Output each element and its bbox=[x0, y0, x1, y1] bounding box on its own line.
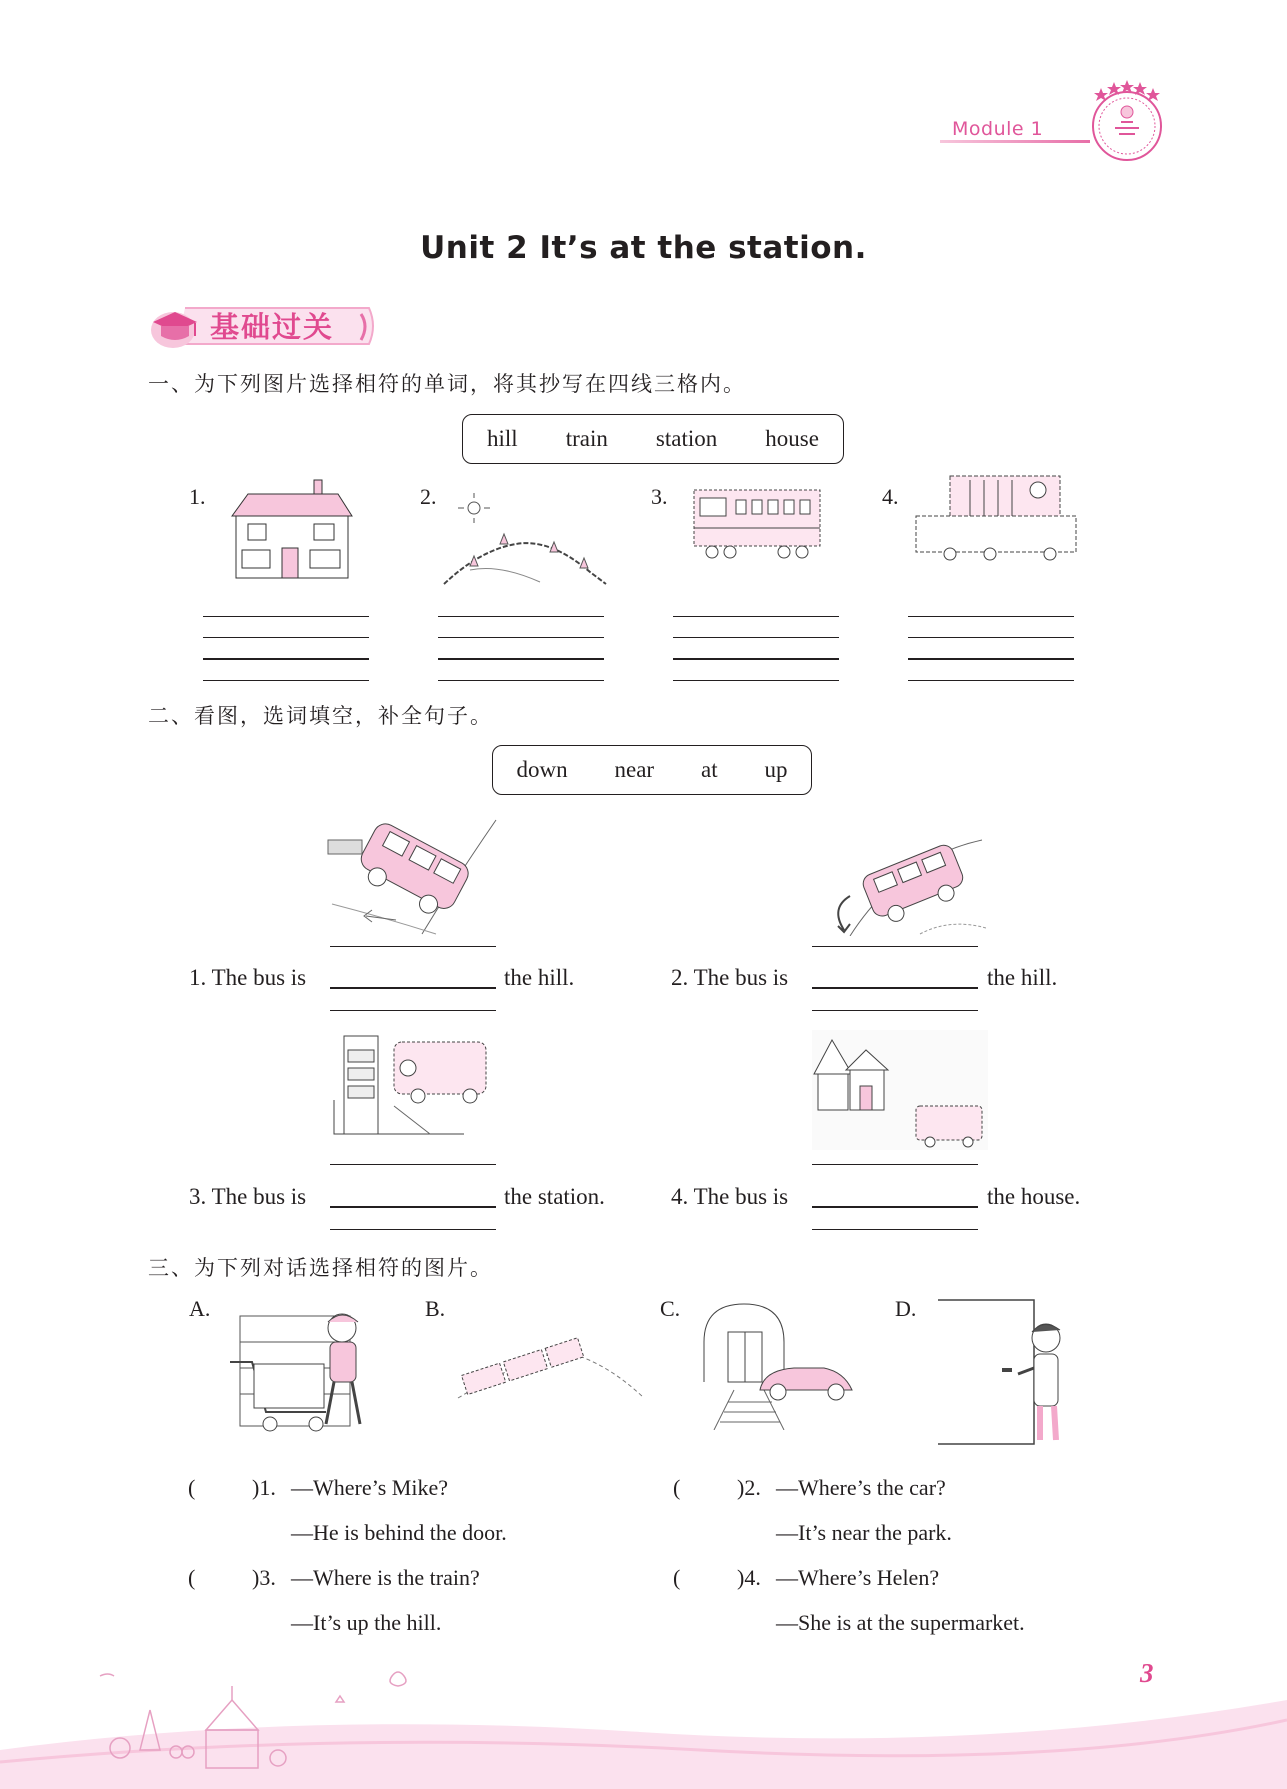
logo-seal-icon bbox=[1085, 80, 1169, 164]
boy-behind-door-picture bbox=[936, 1298, 1066, 1448]
q3-option-letter: A. bbox=[189, 1296, 211, 1321]
dialogue-question: —Where’s Helen? bbox=[776, 1565, 940, 1590]
dialogue-question: —Where’s Mike? bbox=[291, 1475, 448, 1500]
q2-word-box bbox=[492, 745, 812, 795]
q1-item-number: 4. bbox=[882, 484, 899, 509]
q3-option-letter: C. bbox=[660, 1296, 681, 1321]
q3-instruction: 三、为下列对话选择相符的图片。 bbox=[148, 1256, 493, 1280]
q2-sentence-prefix: 3. The bus is bbox=[189, 1184, 307, 1209]
q2-sentence-suffix: the house. bbox=[987, 1184, 1081, 1209]
car-near-park-picture bbox=[694, 1298, 868, 1430]
footer-wave-decoration bbox=[0, 1640, 1287, 1789]
word-option: at bbox=[701, 757, 718, 782]
q3-item-number: )2. bbox=[737, 1475, 761, 1500]
four-line-writing-grid[interactable] bbox=[673, 616, 839, 682]
bus-at-station-picture bbox=[330, 1032, 494, 1142]
bus-near-house-picture bbox=[812, 1030, 988, 1150]
four-line-writing-grid[interactable] bbox=[438, 616, 604, 682]
q2-sentence-prefix: 1. The bus is bbox=[189, 965, 307, 990]
word-option: station bbox=[655, 426, 718, 451]
q2-sentence-suffix: the hill. bbox=[504, 965, 575, 990]
word-option: down bbox=[516, 757, 568, 782]
q3-item-number: )1. bbox=[252, 1475, 276, 1500]
supermarket-girl-picture bbox=[226, 1302, 376, 1436]
word-option: train bbox=[565, 426, 608, 451]
page-title: Unit 2 It’s at the station. bbox=[420, 230, 867, 266]
q3-option-letter: D. bbox=[895, 1296, 917, 1321]
house-icon bbox=[230, 478, 354, 582]
q1-word-box bbox=[462, 414, 844, 464]
bus-down-hill-picture bbox=[326, 818, 500, 936]
word-option: house bbox=[765, 426, 819, 451]
answer-bracket-open[interactable]: ( bbox=[188, 1475, 196, 1500]
q2-sentence-prefix: 2. The bus is bbox=[671, 965, 789, 990]
word-option: near bbox=[614, 757, 655, 782]
answer-blank[interactable] bbox=[330, 987, 496, 989]
q2-sentence-suffix: the station. bbox=[504, 1184, 605, 1209]
answer-blank[interactable] bbox=[812, 1206, 978, 1208]
dialogue-question: —Where’s the car? bbox=[776, 1475, 946, 1500]
q2-sentence-prefix: 4. The bus is bbox=[671, 1184, 789, 1209]
page-number: 3 bbox=[1140, 1658, 1154, 1688]
q1-item-number: 3. bbox=[651, 484, 668, 509]
q2-instruction: 二、看图，选词填空，补全句子。 bbox=[148, 704, 493, 728]
dialogue-answer: —She is at the supermarket. bbox=[776, 1610, 1025, 1635]
hill-icon bbox=[440, 490, 610, 594]
station-icon bbox=[910, 470, 1082, 566]
four-line-writing-grid[interactable] bbox=[908, 616, 1074, 682]
q1-instruction: 一、为下列图片选择相符的单词，将其抄写在四线三格内。 bbox=[148, 372, 746, 396]
dialogue-question: —Where is the train? bbox=[291, 1565, 480, 1590]
answer-bracket-open[interactable]: ( bbox=[673, 1565, 681, 1590]
four-line-writing-grid[interactable] bbox=[203, 616, 369, 682]
answer-blank[interactable] bbox=[812, 987, 978, 989]
train-icon bbox=[690, 480, 824, 564]
word-option: hill bbox=[487, 426, 518, 451]
dialogue-answer: —It’s near the park. bbox=[776, 1520, 952, 1545]
answer-bracket-open[interactable]: ( bbox=[673, 1475, 681, 1500]
answer-blank[interactable] bbox=[330, 1206, 496, 1208]
q3-item-number: )4. bbox=[737, 1565, 761, 1590]
answer-bracket-open[interactable]: ( bbox=[188, 1565, 196, 1590]
dialogue-answer: —It’s up the hill. bbox=[291, 1610, 442, 1635]
dialogue-answer: —He is behind the door. bbox=[291, 1520, 507, 1545]
train-up-hill-picture bbox=[456, 1322, 646, 1406]
bus-up-hill-picture bbox=[810, 838, 986, 936]
q1-item-number: 2. bbox=[420, 484, 437, 509]
q1-item-number: 1. bbox=[189, 484, 206, 509]
word-option: up bbox=[764, 757, 788, 782]
header-underline bbox=[940, 140, 1090, 143]
q3-item-number: )3. bbox=[252, 1565, 276, 1590]
header-module-label: Module 1 bbox=[952, 118, 1044, 140]
q3-option-letter: B. bbox=[425, 1296, 446, 1321]
q2-sentence-suffix: the hill. bbox=[987, 965, 1058, 990]
section-label: 基础过关 bbox=[210, 310, 335, 344]
